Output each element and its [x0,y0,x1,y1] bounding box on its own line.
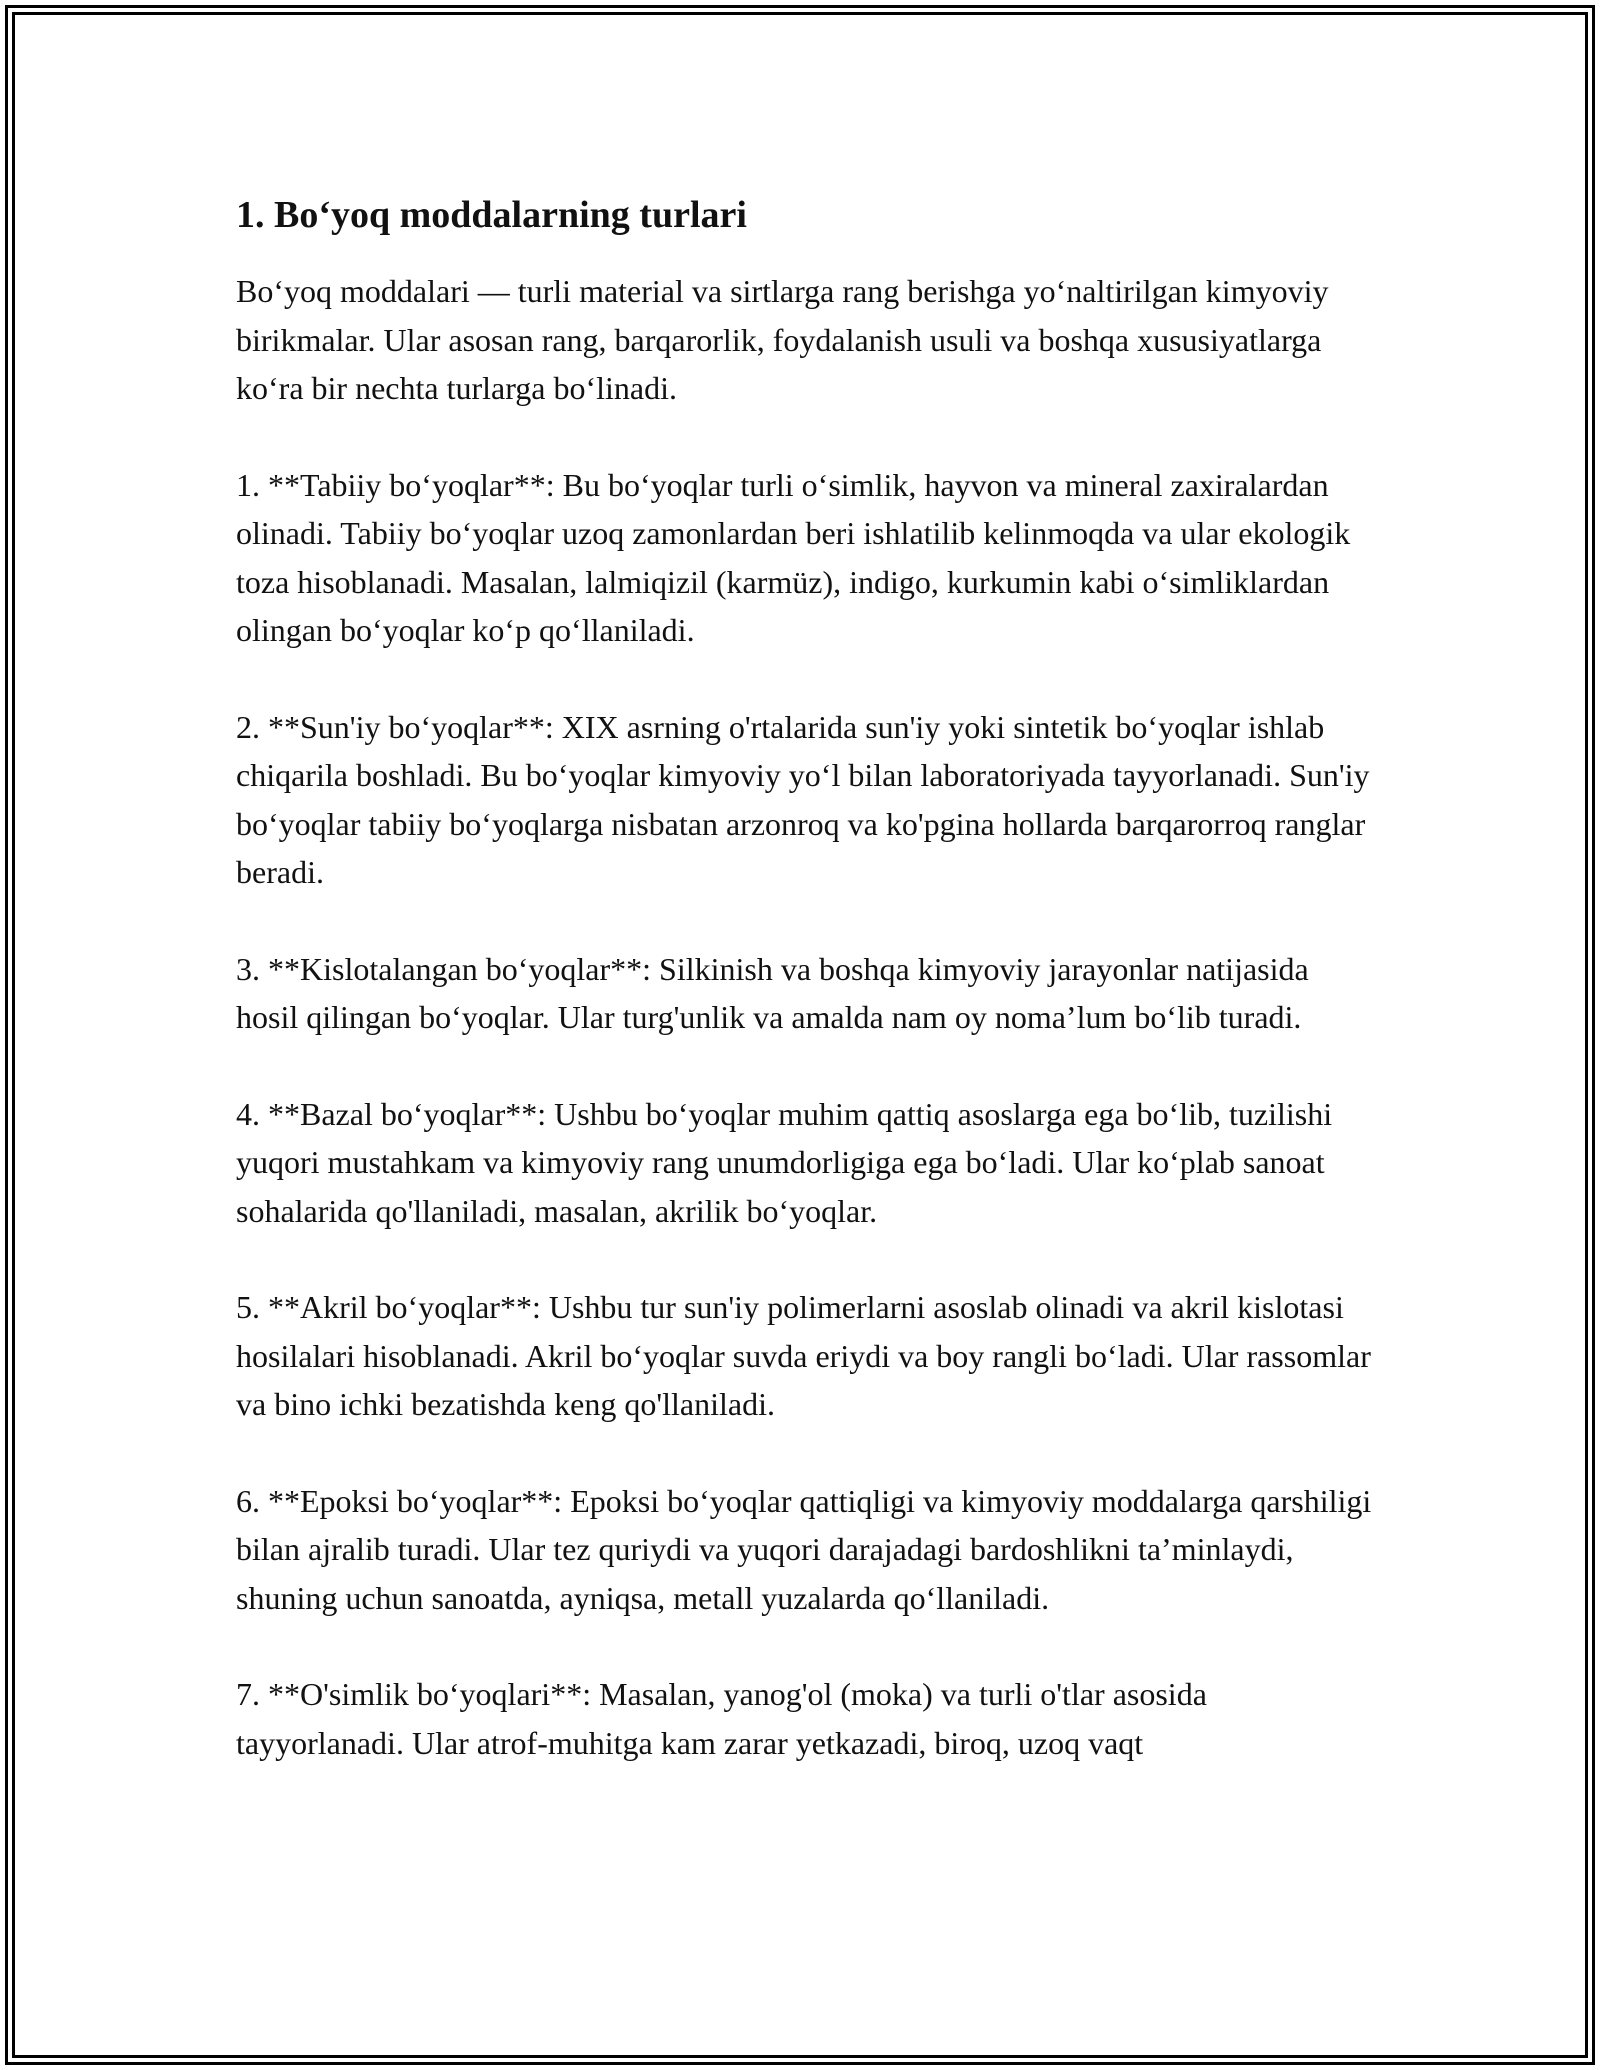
list-item-natural-dyes: 1. **Tabiiy bo‘yoqlar**: Bu bo‘yoqlar turli o‘simlik, hayvon va mineral zaxiralardan olinadi. Tabiiy bo‘yoqlar uzoq zamonlardan beri ishlatilib kelinmoqda va ular ekologik toza hisoblanadi. Masalan, lalmiqizil (karmüz), indigo, kurkumin kabi o‘simliklardan olingan bo‘yoqlar ko‘p qo‘llaniladi. [236,466,1351,648]
list-item-synthetic-dyes: 2. **Sun'iy bo‘yoqlar**: XIX asrning o'rtalarida sun'iy yoki sintetik bo‘yoqlar ishlab chiqarila boshladi. Bu bo‘yoqlar kimyoviy yo‘l bilan laboratoriyada tayyorlanadi. Sun'iy bo‘yoqlar tabiiy bo‘yoqlarga nisbatan arzonroq va ko'pgina hollarda barqarorroq ranglar beradi. [236,708,1370,890]
list-item-epoxy-dyes: 6. **Epoksi bo‘yoqlar**: Epoksi bo‘yoqlar qattiqligi va kimyoviy moddalarga qarshiligi bilan ajralib turadi. Ular tez quriydi va yuqori darajadagi bardoshlikni ta’minlaydi, shuning uchun sanoatda, ayniqsa, metall yuzalarda qo‘llaniladi. [236,1482,1372,1616]
list-item-acid-dyes: 3. **Kislotalangan bo‘yoqlar**: Silkinish va boshqa kimyoviy jarayonlar natijasida hosil qilingan bo‘yoqlar. Ular turg'unlik va amalda nam oy noma’lum bo‘lib turadi. [236,950,1309,1035]
intro-paragraph: Bo‘yoq moddalari — turli material va sirtlarga rang berishga yo‘naltirilgan kimyoviy birikmalar. Ular asosan rang, barqarorlik, foydalanish usuli va boshqa xususiyatlarga ko‘ra bir nechta turlarga bo‘linadi. [236,273,1329,406]
document-body [236,185,1376,1767]
section-heading: 1. Bo‘yoq moddalarning turlari [236,194,747,236]
list-item-acrylic-dyes: 5. **Akril bo‘yoqlar**: Ushbu tur sun'iy polimerlarni asoslab olinadi va akril kislotasi hosilalari hisoblanadi. Akril bo‘yoqlar suvda eriydi va boy rangli bo‘ladi. Ular rassomlar va bino ichki bezatishda keng qo'llaniladi. [236,1289,1371,1422]
list-item-basic-dyes: 4. **Bazal bo‘yoqlar**: Ushbu bo‘yoqlar muhim qattiq asoslarga ega bo‘lib, tuzilishi yuqori mustahkam va kimyoviy rang unumdorligiga ega bo‘ladi. Ular ko‘plab sanoat sohalarida qo'llaniladi, masalan, akrilik bo‘yoqlar. [236,1095,1333,1229]
list-item-plant-dyes: 7. **O'simlik bo‘yoqlari**: Masalan, yanog'ol (moka) va turli o'tlar asosida tayyorlanadi. Ular atrof-muhitga kam zarar yetkazadi, biroq, uzoq vaqt [236,1676,1207,1761]
